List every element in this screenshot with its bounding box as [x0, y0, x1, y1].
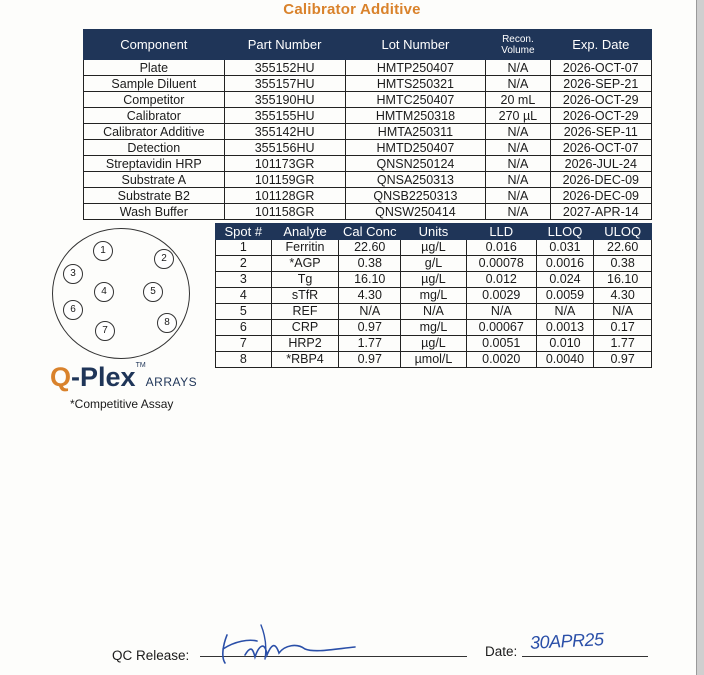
table-cell: 0.0016	[536, 256, 594, 272]
column-header: Analyte	[271, 224, 339, 240]
table-cell: 22.60	[594, 240, 652, 256]
spot-marker: 2	[154, 249, 174, 269]
table-cell: Sample Diluent	[84, 76, 225, 92]
spot-row	[216, 336, 652, 352]
table-cell: 4	[216, 288, 272, 304]
column-header: Spot #	[216, 224, 272, 240]
table-cell: 101128GR	[224, 188, 345, 204]
spot-marker: 6	[63, 300, 83, 320]
table-cell: 0.012	[466, 272, 536, 288]
table-cell: N/A	[594, 304, 652, 320]
column-header: Units	[401, 224, 467, 240]
table-cell: N/A	[486, 204, 550, 220]
column-header: Part Number	[224, 30, 345, 60]
table-cell: 101159GR	[224, 172, 345, 188]
table-cell: N/A	[486, 172, 550, 188]
well-diagram	[52, 228, 190, 359]
component-row	[84, 140, 652, 156]
spot-marker: 1	[93, 241, 113, 261]
table-cell: N/A	[486, 60, 550, 76]
table-cell: 0.0020	[466, 352, 536, 368]
component-row	[84, 156, 652, 172]
table-cell: HMTS250321	[345, 76, 486, 92]
components-table	[83, 29, 652, 220]
components-header-row	[84, 30, 652, 60]
table-cell: 355190HU	[224, 92, 345, 108]
table-cell: Competitor	[84, 92, 225, 108]
spot-row	[216, 272, 652, 288]
date-line	[522, 656, 648, 657]
spot-marker: 3	[63, 264, 83, 284]
spot-row	[216, 352, 652, 368]
logo-q: Q	[50, 362, 72, 392]
table-cell: 4.30	[594, 288, 652, 304]
table-cell: µg/L	[401, 272, 467, 288]
spot-marker: 8	[157, 313, 177, 333]
spot-row	[216, 304, 652, 320]
table-cell: QNSA250313	[345, 172, 486, 188]
table-cell: µg/L	[401, 336, 467, 352]
table-cell: Ferritin	[271, 240, 339, 256]
table-cell: QNSB2250313	[345, 188, 486, 204]
table-cell: sTfR	[271, 288, 339, 304]
component-row	[84, 60, 652, 76]
table-cell: 4.30	[339, 288, 401, 304]
table-cell: 1.77	[339, 336, 401, 352]
date-label: Date:	[485, 644, 518, 659]
table-cell: Tg	[271, 272, 339, 288]
column-header: LLD	[466, 224, 536, 240]
table-cell: N/A	[486, 140, 550, 156]
component-row	[84, 124, 652, 140]
column-header	[486, 30, 550, 60]
spot-row	[216, 240, 652, 256]
table-cell: 0.97	[339, 352, 401, 368]
table-cell: HMTC250407	[345, 92, 486, 108]
table-cell: Substrate B2	[84, 188, 225, 204]
table-cell: Calibrator	[84, 108, 225, 124]
table-cell: mg/L	[401, 288, 467, 304]
qc-release-label: QC Release:	[112, 648, 190, 663]
table-cell: 101158GR	[224, 204, 345, 220]
table-cell: 1.77	[594, 336, 652, 352]
table-cell: HMTA250311	[345, 124, 486, 140]
table-cell: 2	[216, 256, 272, 272]
table-cell: 3	[216, 272, 272, 288]
table-cell: CRP	[271, 320, 339, 336]
handwritten-date: 30APR25	[529, 629, 605, 653]
table-cell: HMTM250318	[345, 108, 486, 124]
table-cell: *AGP	[271, 256, 339, 272]
table-cell: 0.0029	[466, 288, 536, 304]
table-cell: N/A	[486, 188, 550, 204]
table-cell: 0.97	[594, 352, 652, 368]
table-cell: Detection	[84, 140, 225, 156]
table-cell: 20 mL	[486, 92, 550, 108]
component-row	[84, 204, 652, 220]
table-cell: *RBP4	[271, 352, 339, 368]
table-cell: HMTD250407	[345, 140, 486, 156]
table-cell: mg/L	[401, 320, 467, 336]
table-cell: N/A	[486, 124, 550, 140]
spot-row	[216, 320, 652, 336]
table-cell: HMTP250407	[345, 60, 486, 76]
column-header: Component	[84, 30, 225, 60]
table-cell: Streptavidin HRP	[84, 156, 225, 172]
table-cell: 6	[216, 320, 272, 336]
table-cell: 0.0040	[536, 352, 594, 368]
table-cell: N/A	[536, 304, 594, 320]
page-title: Calibrator Additive	[283, 1, 421, 18]
table-cell: 0.016	[466, 240, 536, 256]
component-row	[84, 92, 652, 108]
spots-header-row	[216, 224, 652, 240]
table-cell: Wash Buffer	[84, 204, 225, 220]
table-cell: 2026-SEP-11	[550, 124, 651, 140]
table-cell: 1	[216, 240, 272, 256]
table-cell: REF	[271, 304, 339, 320]
table-cell: 270 µL	[486, 108, 550, 124]
table-cell: µmol/L	[401, 352, 467, 368]
table-cell: Substrate A	[84, 172, 225, 188]
spot-marker: 4	[94, 282, 114, 302]
table-cell: N/A	[486, 156, 550, 172]
logo-plex: -Plex	[71, 362, 136, 392]
table-cell: 0.00078	[466, 256, 536, 272]
table-cell: N/A	[339, 304, 401, 320]
qplex-logo	[50, 362, 197, 396]
table-cell: N/A	[486, 76, 550, 92]
table-cell: 2026-JUL-24	[550, 156, 651, 172]
table-cell: Calibrator Additive	[84, 124, 225, 140]
table-cell: N/A	[401, 304, 467, 320]
table-cell: µg/L	[401, 240, 467, 256]
footnote: *Competitive Assay	[70, 397, 174, 411]
table-cell: 2026-OCT-07	[550, 60, 651, 76]
table-cell: 101173GR	[224, 156, 345, 172]
spot-marker: 5	[143, 282, 163, 302]
table-cell: 16.10	[339, 272, 401, 288]
logo-arrays: ARRAYS	[145, 375, 198, 389]
table-cell: 0.0051	[466, 336, 536, 352]
spot-row	[216, 256, 652, 272]
column-header: Exp. Date	[550, 30, 651, 60]
table-cell: 8	[216, 352, 272, 368]
spot-row	[216, 288, 652, 304]
table-cell: 2026-OCT-29	[550, 108, 651, 124]
table-cell: 2026-DEC-09	[550, 188, 651, 204]
table-cell: 5	[216, 304, 272, 320]
table-cell: 2026-SEP-21	[550, 76, 651, 92]
table-cell: 0.0059	[536, 288, 594, 304]
table-cell: 2026-DEC-09	[550, 172, 651, 188]
table-cell: N/A	[466, 304, 536, 320]
table-cell: 16.10	[594, 272, 652, 288]
table-cell: 2026-OCT-29	[550, 92, 651, 108]
table-cell: 355152HU	[224, 60, 345, 76]
column-header: LLOQ	[536, 224, 594, 240]
table-cell: 355142HU	[224, 124, 345, 140]
table-cell: HRP2	[271, 336, 339, 352]
component-row	[84, 76, 652, 92]
table-cell: 0.031	[536, 240, 594, 256]
spots-table	[215, 223, 652, 368]
table-cell: 0.38	[594, 256, 652, 272]
column-header: Lot Number	[345, 30, 486, 60]
table-cell: 0.024	[536, 272, 594, 288]
table-cell: 2027-APR-14	[550, 204, 651, 220]
component-row	[84, 108, 652, 124]
table-cell: g/L	[401, 256, 467, 272]
column-header: Cal Conc	[339, 224, 401, 240]
table-cell: 355156HU	[224, 140, 345, 156]
column-header: ULOQ	[594, 224, 652, 240]
table-cell: 0.38	[339, 256, 401, 272]
component-row	[84, 172, 652, 188]
table-cell: 0.010	[536, 336, 594, 352]
table-cell: QNSW250414	[345, 204, 486, 220]
spot-marker: 7	[95, 321, 115, 341]
table-cell: 0.97	[339, 320, 401, 336]
table-cell: 355157HU	[224, 76, 345, 92]
logo-trademark: TM	[135, 362, 146, 369]
table-cell: 0.00067	[466, 320, 536, 336]
table-cell: 2026-OCT-07	[550, 140, 651, 156]
table-cell: Plate	[84, 60, 225, 76]
table-cell: 355155HU	[224, 108, 345, 124]
page-edge	[696, 0, 704, 675]
handwritten-signature	[205, 615, 375, 665]
table-cell: QNSN250124	[345, 156, 486, 172]
table-cell: 0.17	[594, 320, 652, 336]
component-row	[84, 188, 652, 204]
table-cell: 22.60	[339, 240, 401, 256]
table-cell: 0.0013	[536, 320, 594, 336]
table-cell: 7	[216, 336, 272, 352]
recon-volume-header: Recon. Volume	[501, 33, 535, 56]
